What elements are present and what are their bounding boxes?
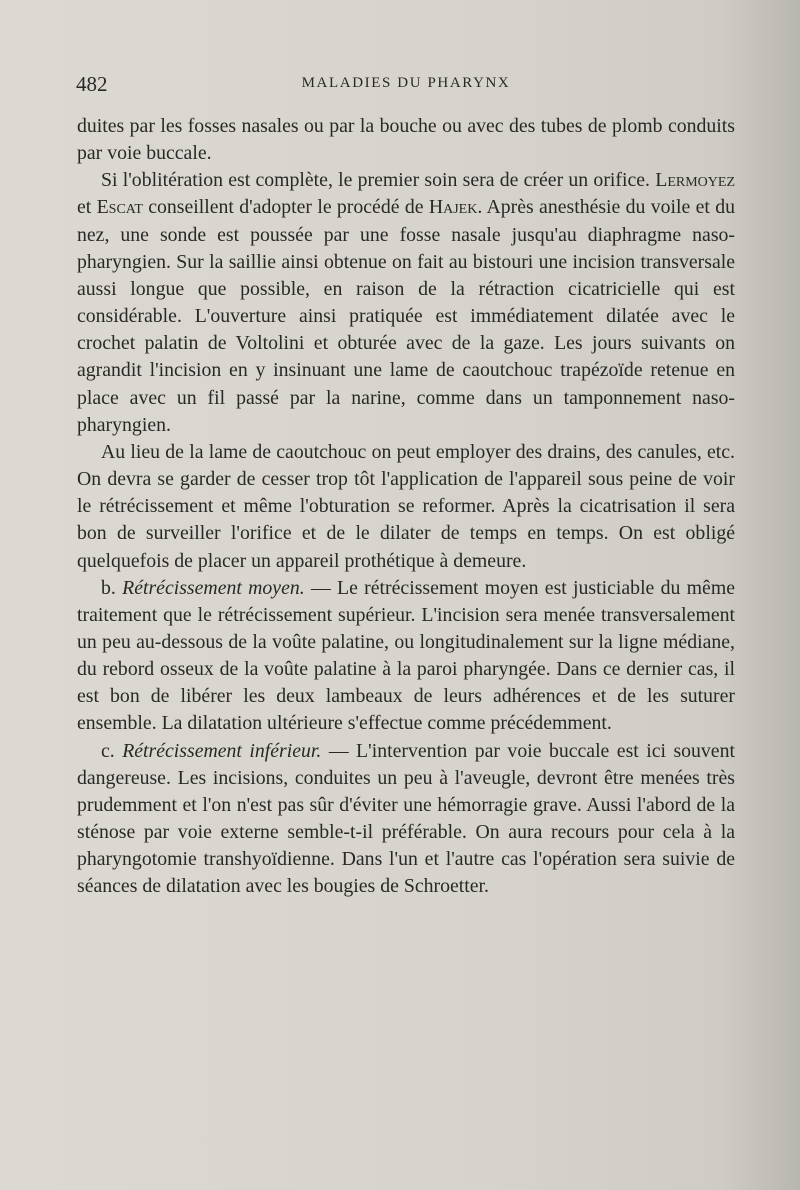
- section-label-c: c.: [101, 739, 115, 762]
- section-text-moyen: — Le rétrécissement moyen est justiciable du même traitement que le rétrécissement supérieur. L'incision sera menée transversalement un peu au-dessous de la voûte palatine, ou longitudinalement sur la ligne médiane, du rebord osseux de la voûte palatine à la paroi pharyngée. Dans ce dernier cas, il est bon de libérer les deux lambeaux de leurs adhérences et de les suturer ensemble. La dilatation ultérieure s'effectue comme précédemment.: [77, 576, 735, 735]
- running-title: MALADIES DU PHARYNX: [301, 75, 511, 91]
- paragraph-2: [77, 167, 735, 439]
- section-heading-inferieur: Rétrécissement inférieur.: [122, 739, 322, 762]
- p2-text-b: et: [77, 196, 92, 219]
- section-heading-moyen: Rétrécissement moyen.: [122, 576, 305, 599]
- section-label-b: b.: [101, 576, 116, 599]
- paragraph-4: [77, 575, 735, 738]
- p2-text-d: . Après anesthésie du voile et du nez, une sonde est poussée par une fosse nasale jusqu'au diaphragme naso-pharyngien. Sur la saillie ainsi obtenue on fait au bistouri une incision transversale aussi longue que possible, en raison de la rétraction cicatricielle qui est considérable. L'ouverture ainsi pratiquée est immédiatement dilatée avec le crochet palatin de Voltolini et obturée avec de la gaze. Les jours suivants on agrandit l'incision en y insinuant une lame de caoutchouc trapézoïde retenue en place avec un fil passé par la narine, comme dans un tamponnement naso-pharyngien.: [77, 196, 735, 436]
- p2-text-a: Si l'oblitération est complète, le premier soin sera de créer un orifice.: [101, 169, 650, 192]
- p2-text-c: conseillent d'adopter le procédé de: [148, 196, 424, 219]
- author-hajek: Hajek: [428, 196, 478, 219]
- section-text-inferieur: — L'intervention par voie buccale est ici souvent dangereuse. Les incisions, conduites un peu à l'aveugle, devront être menées très prudemment et l'on n'est pas sûr d'éviter une hémorragie grave. Aussi l'abord de la sténose par voie externe semble-t-il préférable. On aura recours pour cela à la pharyngotomie transhyoïdienne. Dans l'un et l'autre cas l'opération sera suivie de séances de dilatation avec les bougies de Schroetter.: [77, 739, 735, 898]
- author-lermoyez: Lermoyez: [655, 169, 735, 192]
- running-head: [76, 72, 736, 98]
- page-number: 482: [76, 72, 108, 96]
- author-escat: Escat: [96, 196, 143, 219]
- paragraph-1: duites par les fosses nasales ou par la bouche ou avec des tubes de plomb conduits par voie buccale.: [77, 115, 735, 165]
- body-text: [77, 113, 735, 901]
- paragraph-5: [77, 738, 735, 901]
- paragraph-3: Au lieu de la lame de caoutchouc on peut employer des drains, des canules, etc. On devra se garder de cesser trop tôt l'application de l'appareil sous peine de voir le rétrécissement et même l'obturation se reformer. Après la cicatrisation il sera bon de surveiller l'orifice et de le dilater de temps en temps. On est obligé quelquefois de placer un appareil prothétique à demeure.: [77, 440, 735, 572]
